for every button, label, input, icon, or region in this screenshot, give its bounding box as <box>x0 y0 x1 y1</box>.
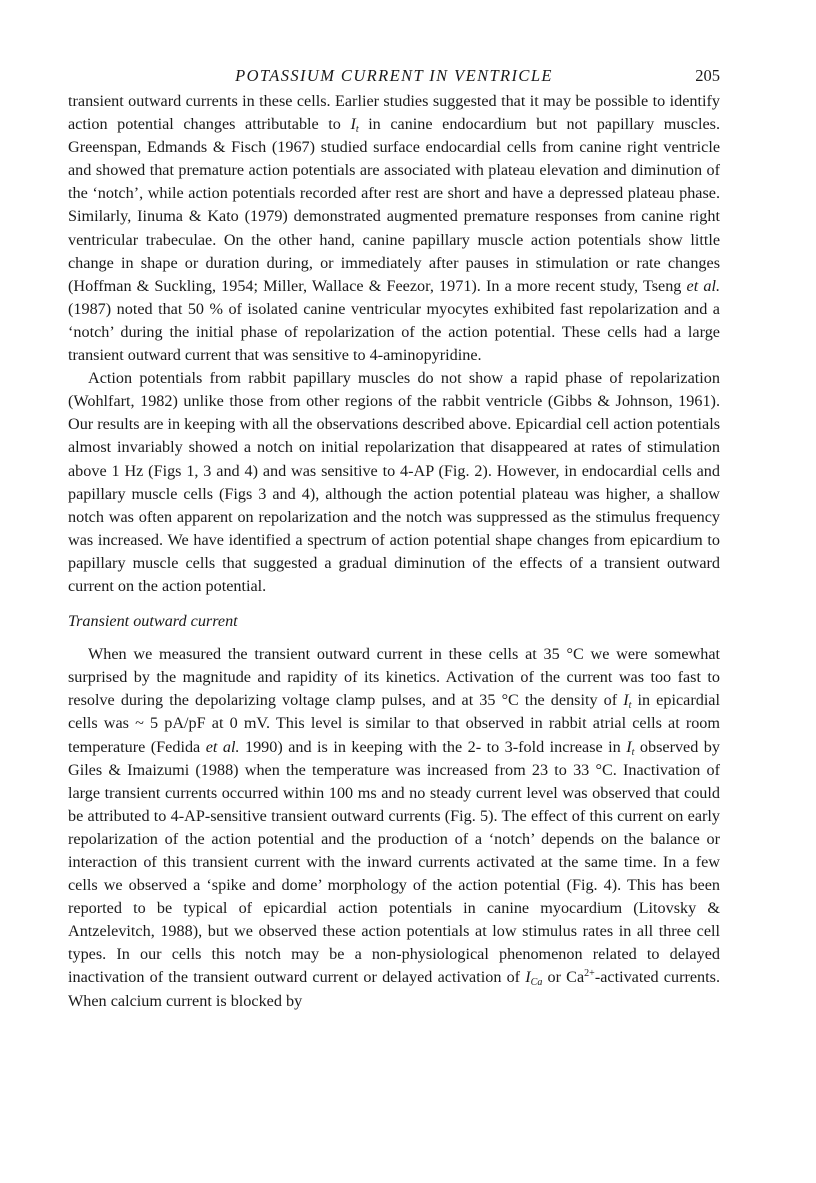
paragraph-1: transient outward currents in these cells. Earlier studies suggested that it may be possible to identify action potential changes attributable to $I_t$ in canine endocardium but not papillary muscles. Greenspan, Edmands & Fisch (1967) studied surface endocardial cells from canine right ventricle and showed that premature action potentials are associated with plateau elevation and diminution of the ‘notch’, while action potentials recorded after rest are short and have a depressed plateau phase. Similarly, Iinuma & Kato (1979) demonstrated augmented premature responses from canine right ventricular trabeculae. On the other hand, canine papillary muscle action potentials show little change in shape or duration during, or immediately after pauses in stimulation or rate changes (Hoffman & Suckling, 1954; Miller, Wallace & Feezor, 1971). In a more recent study, Tseng et al. (1987) noted that 50 % of isolated canine ventricular myocytes exhibited fast repolarization and a ‘notch’ during the initial phase of repolarization of the action potential. These cells had a large transient outward current that was sensitive to 4-aminopyridine. <box>68 92 720 365</box>
journal-page <box>68 60 720 1013</box>
running-head-title: POTASSIUM CURRENT IN VENTRICLE <box>235 66 553 85</box>
running-head <box>68 60 720 90</box>
variable-i-t: $I_t$ <box>626 737 635 758</box>
page-number: 205 <box>695 66 720 85</box>
paragraph-3: When we measured the transient outward current in these cells at 35 °C we were somewhat surprised by the magnitude and rapidity of its kinetics. Activation of the current was too fast to resolve during the depolarizing voltage clamp pulses, and at 35 °C the density of $I_t$ in epicardial cells was ~ 5 pA/pF at 0 mV. This level is similar to that observed in rabbit atrial cells at room temperature (Fedida et al. 1990) and is in keeping with the 2- to 3-fold increase in $I_t$ observed by Giles & Imaizumi (1988) when the temperature was increased from 23 to 33 °C. Inactivation of large transient currents occurred within 100 ms and no steady current level was observed that could be attributed to 4-AP-sensitive transient outward currents (Fig. 5). The effect of this current on early repolarization of the action potential and the production of a ‘notch’ depends on the balance or interaction of this transient current with the inward currents activated at the same time. In a few cells we observed a ‘spike and dome’ morphology of the action potential (Fig. 4). This has been reported to be typical of epicardial action potentials in canine myocardium (Litovsky & Antzelevitch, 1988), but we observed these action potentials at low stimulus rates in all three cell types. In our cells this notch may be a non-physiological phenomenon related to delayed inactivation of the transient outward current or delayed activation of $I_{Ca}$ or $Ca^{2+}$-activated currents. When calcium current is blocked by <box>68 645 720 1010</box>
variable-i-t: $I_t$ <box>623 691 632 712</box>
paragraph-2: Action potentials from rabbit papillary muscles do not show a rapid phase of repolarization (Wohlfart, 1982) unlike those from other regions of the rabbit ventricle (Gibbs & Johnson, 1961). Our results are in keeping with all the observations described above. Epicardial cell action potentials almost invariably showed a notch on initial repolarization that disappeared at rates of stimulation above 1 Hz (Figs 1, 3 and 4) and was sensitive to 4-AP (Fig. 2). However, in endocardial cells and papillary muscle cells (Figs 3 and 4), although the action potential plateau was higher, a shallow notch was often apparent on repolarization and the notch was suppressed as the stimulus frequency was increased. We have identified a spectrum of action potential shape changes from epicardium to papillary muscle cells that suggested a gradual diminution of the effects of a transient outward current on the action potential. <box>68 369 720 595</box>
variable-i-ca: $I_{Ca}$ <box>525 968 543 989</box>
variable-i-t: $I_t$ <box>350 115 359 136</box>
section-heading: Transient outward current <box>68 612 238 631</box>
